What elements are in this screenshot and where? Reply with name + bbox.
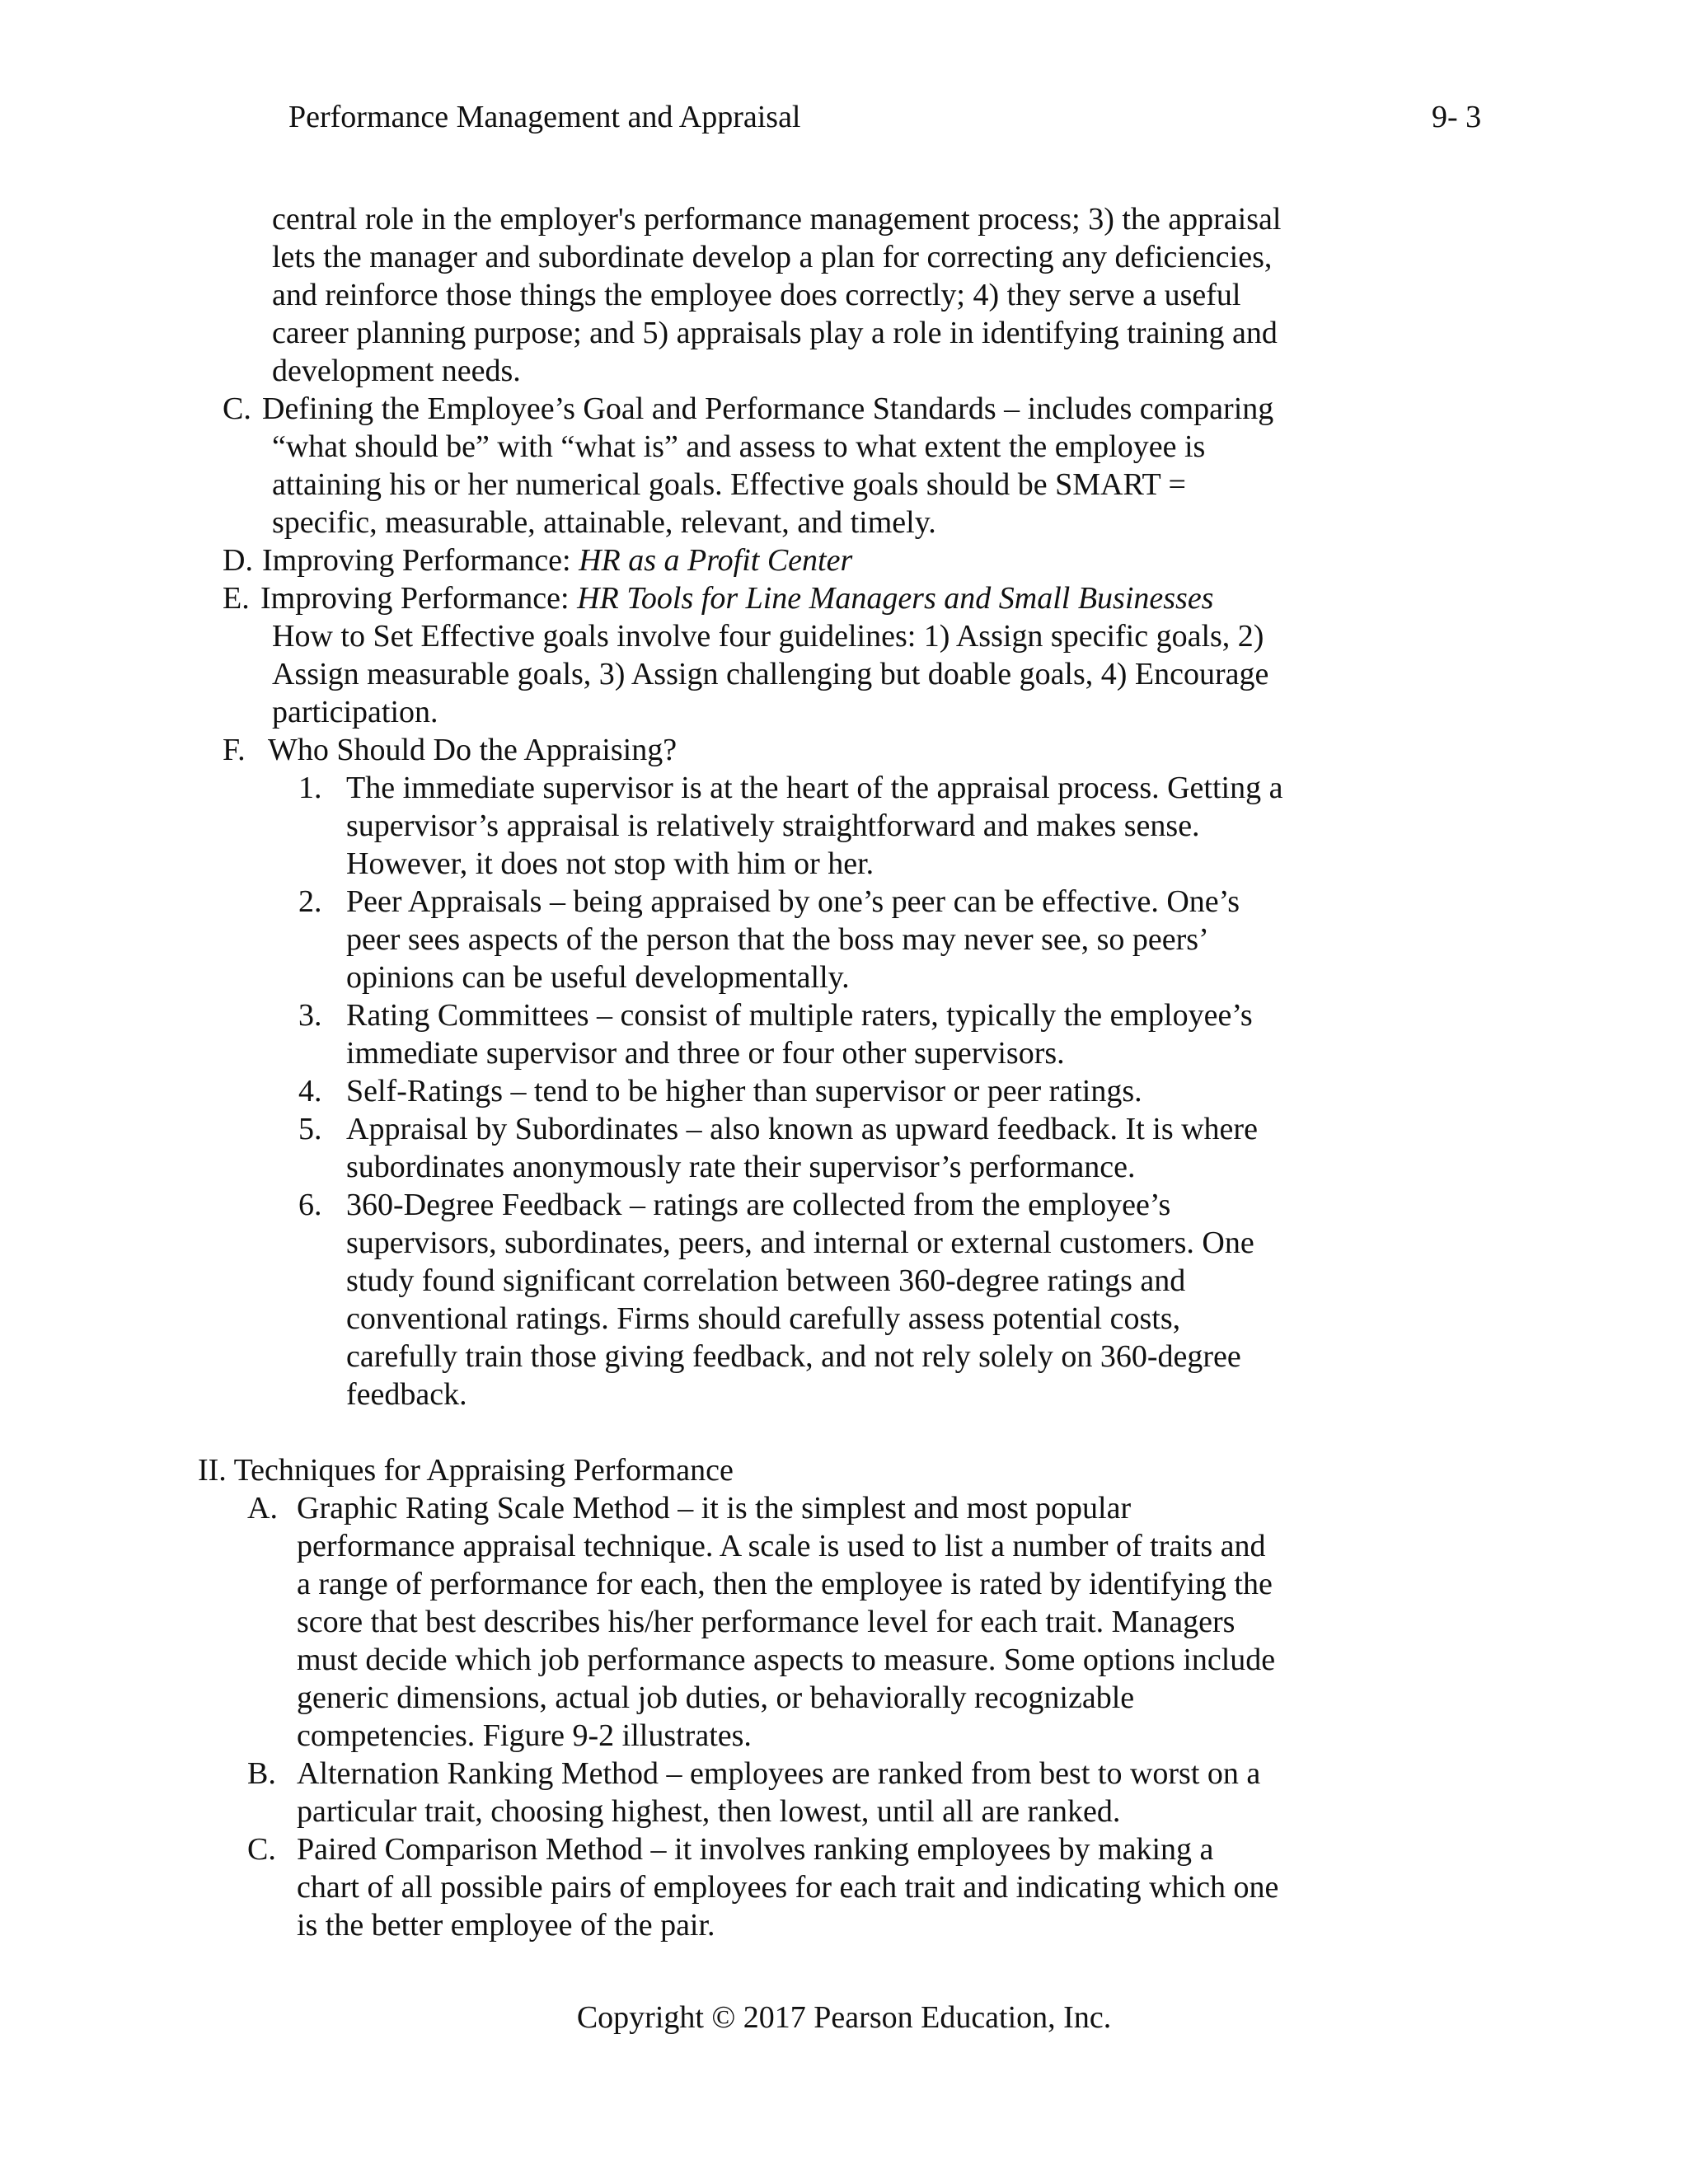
section-f-title: Who Should Do the Appraising? <box>268 733 678 767</box>
section-e-italic: HR Tools for Line Managers and Small Businesses <box>577 581 1214 616</box>
intro-line: lets the manager and subordinate develop a plan for correcting any deficiencies, <box>272 240 1273 274</box>
section-ii-title: II. Techniques for Appraising Performance <box>198 1453 734 1488</box>
list-item-line: supervisor’s appraisal is relatively straightforward and makes sense. <box>346 808 1200 843</box>
section-ii-a-line: Graphic Rating Scale Method – it is the simplest and most popular <box>297 1491 1132 1526</box>
list-item-line: 360-Degree Feedback – ratings are collected from the employee’s <box>346 1188 1171 1222</box>
section-ii-c-line: is the better employee of the pair. <box>297 1908 715 1943</box>
section-d-heading <box>262 541 852 579</box>
list-item-line: Rating Committees – consist of multiple raters, typically the employee’s <box>346 998 1253 1033</box>
list-number: 6. <box>298 1188 322 1222</box>
section-d-marker: D. <box>223 543 253 578</box>
section-ii-c-line: chart of all possible pairs of employees for each trait and indicating which one <box>297 1870 1279 1905</box>
list-item-line: peer sees aspects of the person that the boss may never see, so peers’ <box>346 922 1209 957</box>
list-number: 3. <box>298 998 322 1033</box>
list-item-line: Peer Appraisals – being appraised by one’s peer can be effective. One’s <box>346 884 1240 919</box>
section-ii-b-line: Alternation Ranking Method – employees are ranked from best to worst on a <box>297 1756 1261 1791</box>
list-item-line: supervisors, subordinates, peers, and internal or external customers. One <box>346 1226 1254 1260</box>
list-item-line: Appraisal by Subordinates – also known as upward feedback. It is where <box>346 1112 1258 1146</box>
list-number: 5. <box>298 1112 322 1146</box>
section-d-prefix: Improving Performance: <box>262 543 579 578</box>
list-item-line: The immediate supervisor is at the heart of the appraisal process. Getting a <box>346 771 1283 805</box>
intro-line: career planning purpose; and 5) appraisals play a role in identifying training and <box>272 316 1278 350</box>
section-e-line: Assign measurable goals, 3) Assign challenging but doable goals, 4) Encourage <box>272 657 1269 691</box>
list-item-line: study found significant correlation between 360-degree ratings and <box>346 1263 1186 1298</box>
section-ii-a-line: score that best describes his/her performance level for each trait. Managers <box>297 1605 1236 1639</box>
list-item-line: However, it does not stop with him or her. <box>346 846 874 881</box>
section-ii-a-line: performance appraisal technique. A scale is used to list a number of traits and <box>297 1529 1266 1563</box>
section-c-line: Defining the Employee’s Goal and Performance Standards – includes comparing <box>262 391 1274 426</box>
section-ii-c-marker: C. <box>247 1832 276 1867</box>
section-ii-b-line: particular trait, choosing highest, then lowest, until all are ranked. <box>297 1794 1121 1829</box>
list-number: 4. <box>298 1074 322 1108</box>
section-ii-a-line: must decide which job performance aspects to measure. Some options include <box>297 1643 1276 1677</box>
section-e-line: participation. <box>272 695 438 729</box>
list-item-line: immediate supervisor and three or four other supervisors. <box>346 1036 1065 1071</box>
list-item-line: subordinates anonymously rate their supervisor’s performance. <box>346 1150 1136 1184</box>
section-c-line: specific, measurable, attainable, relevant, and timely. <box>272 505 936 540</box>
section-ii-a-marker: A. <box>247 1491 278 1526</box>
list-item-line: Self-Ratings – tend to be higher than supervisor or peer ratings. <box>346 1074 1142 1108</box>
running-header-title: Performance Management and Appraisal <box>288 100 801 134</box>
list-number: 1. <box>298 771 322 805</box>
section-e-marker: E. <box>223 581 250 616</box>
list-item-line: conventional ratings. Firms should carefully assess potential costs, <box>346 1301 1181 1336</box>
section-d-italic: HR as a Profit Center <box>579 543 853 578</box>
section-ii-a-line: competencies. Figure 9-2 illustrates. <box>297 1718 752 1753</box>
page-number: 9- 3 <box>1432 100 1482 134</box>
section-ii-a-line: a range of performance for each, then the employee is rated by identifying the <box>297 1567 1273 1601</box>
intro-line: and reinforce those things the employee does correctly; 4) they serve a useful <box>272 278 1241 312</box>
section-e-prefix: Improving Performance: <box>260 581 578 616</box>
section-e-heading <box>260 579 1213 617</box>
list-item-line: opinions can be useful developmentally. <box>346 960 850 995</box>
section-f-marker: F. <box>223 733 246 767</box>
section-ii-b-marker: B. <box>247 1756 276 1791</box>
section-ii-c-line: Paired Comparison Method – it involves ranking employees by making a <box>297 1832 1214 1867</box>
copyright-footer: Copyright © 2017 Pearson Education, Inc. <box>576 2000 1112 2035</box>
list-item-line: carefully train those giving feedback, and not rely solely on 360-degree <box>346 1339 1241 1374</box>
section-c-line: “what should be” with “what is” and assess to what extent the employee is <box>272 429 1206 464</box>
section-e-line: How to Set Effective goals involve four guidelines: 1) Assign specific goals, 2) <box>272 619 1264 654</box>
section-ii-a-line: generic dimensions, actual job duties, or behaviorally recognizable <box>297 1680 1135 1715</box>
list-item-line: feedback. <box>346 1377 467 1412</box>
intro-line: central role in the employer's performance management process; 3) the appraisal <box>272 202 1282 237</box>
intro-line: development needs. <box>272 354 521 388</box>
list-number: 2. <box>298 884 322 919</box>
section-c-marker: C. <box>223 391 251 426</box>
section-c-line: attaining his or her numerical goals. Effective goals should be SMART = <box>272 467 1186 502</box>
